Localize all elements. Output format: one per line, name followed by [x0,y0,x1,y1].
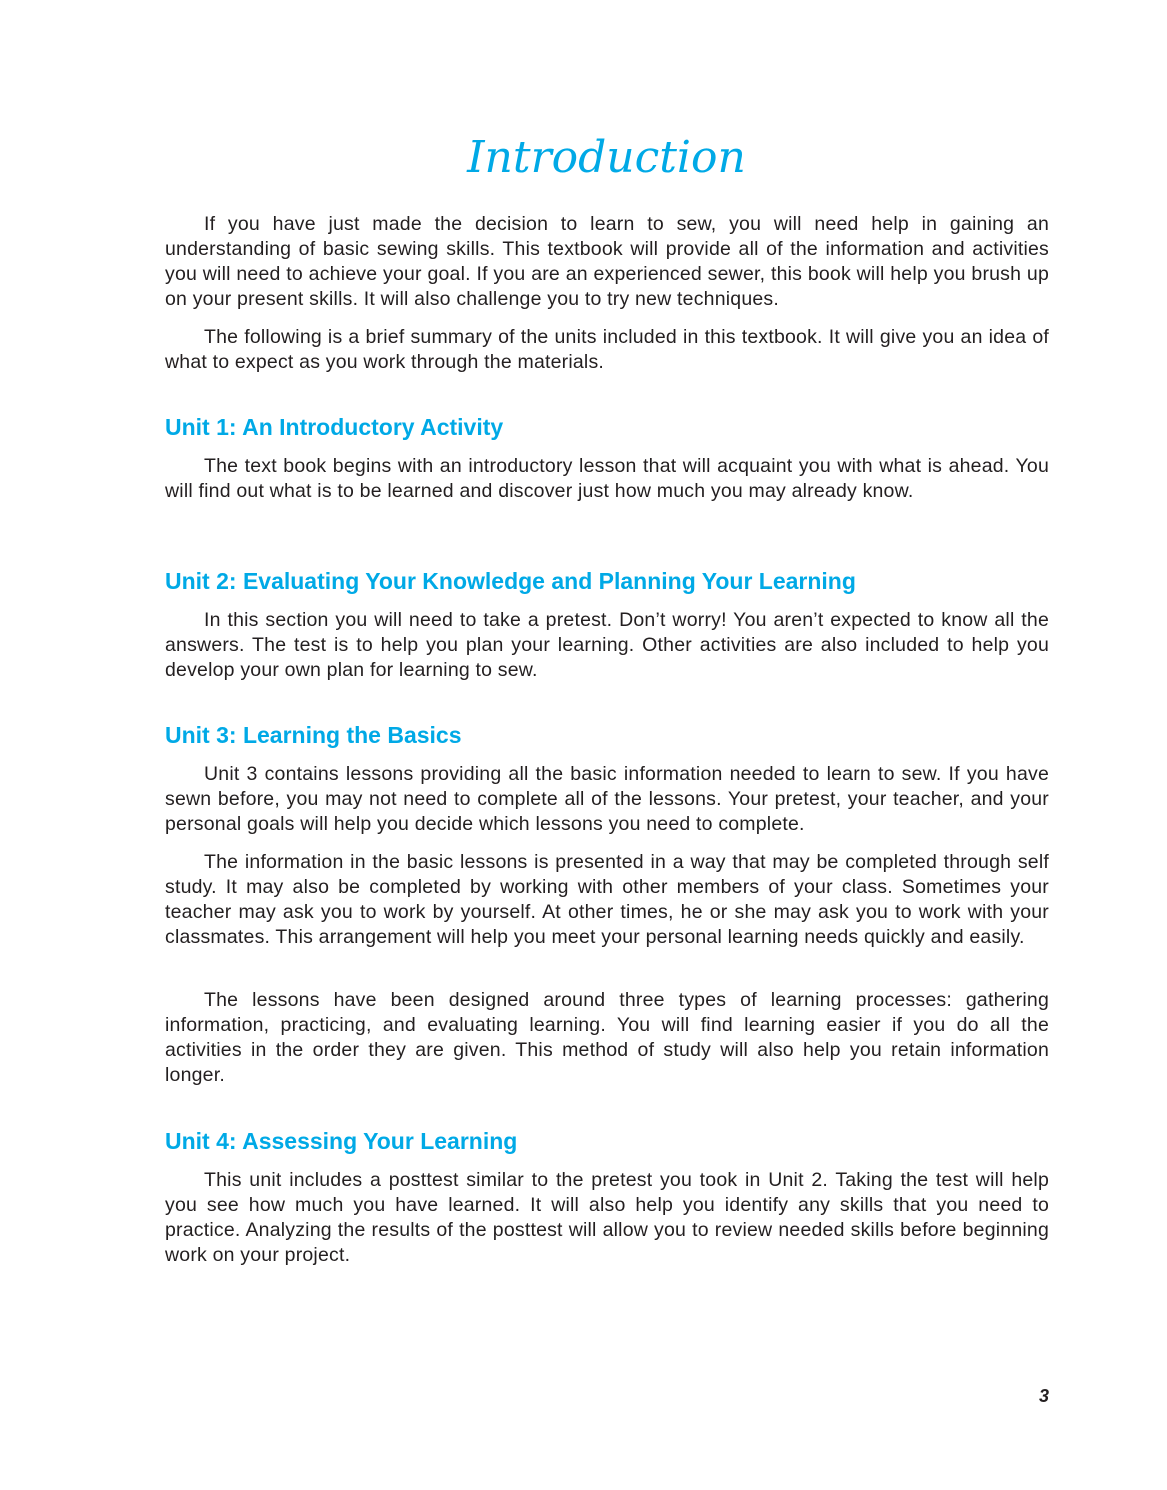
unit-2-heading: Unit 2: Evaluating Your Knowledge and Planning Your Learning [165,568,856,594]
unit-3-paragraph: Unit 3 contains lessons providing all the basic information needed to learn to sew. If you have sewn before, you may not need to complete all of the lessons. Your pretest, your teacher, and your personal goals will help you decide which lessons you need to complete. [165,763,1049,835]
intro-paragraph: The following is a brief summary of the units included in this textbook. It will give you an idea of what to expect as you work through the materials. [165,326,1049,373]
unit-1-paragraph: The text book begins with an introductory lesson that will acquaint you with what is ahead. You will find out what is to be learned and discover just how much you may already know. [165,455,1049,502]
unit-1-heading: Unit 1: An Introductory Activity [165,414,504,440]
unit-3-heading: Unit 3: Learning the Basics [165,722,462,748]
page-number: 3 [1038,1386,1049,1406]
intro-paragraph: If you have just made the decision to learn to sew, you will need help in gaining an understanding of basic sewing skills. This textbook will provide all of the information and activities you will need to achieve your goal. If you are an experienced sewer, this book will help you brush up on your present skills. It will also challenge you to try new techniques. [165,213,1049,310]
unit-4-heading: Unit 4: Assessing Your Learning [165,1128,518,1154]
unit-4-paragraph: This unit includes a posttest similar to the pretest you took in Unit 2. Taking the test will help you see how much you have learned. It will also help you identify any skills that you need to practice. Analyzing the results of the posttest will allow you to review needed skills before beginning work on your project. [165,1169,1049,1266]
unit-2-paragraph: In this section you will need to take a pretest. Don’t worry! You aren’t expected to know all the answers. The test is to help you plan your learning. Other activities are also included to help you develop your own plan for learning to sew. [165,609,1049,681]
unit-3-paragraph: The information in the basic lessons is presented in a way that may be completed through self study. It may also be completed by working with other members of your class. Sometimes your teacher may ask you to work by yourself. At other times, he or she may ask you to work with your classmates. This arrangement will help you meet your personal learning needs quickly and easily. [165,851,1049,948]
unit-3-paragraph: The lessons have been designed around three types of learning processes: gathering information, practicing, and evaluating learning. You will find learning easier if you do all the activities in the order they are given. This method of study will also help you retain information longer. [165,989,1049,1086]
page-title: Introduction [467,132,746,183]
